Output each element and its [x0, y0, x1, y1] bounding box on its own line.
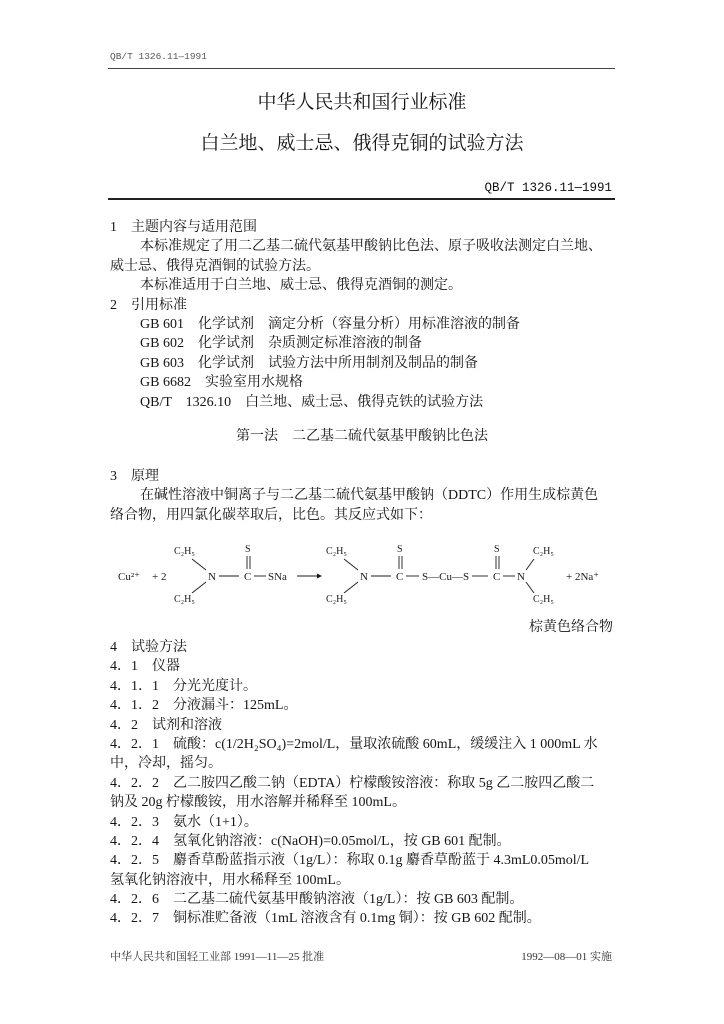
reaction-equation: [108, 538, 620, 610]
clause-line: 4．2．6 二乙基二硫代氨基甲酸钠溶液（1g/L）：按 GB 603 配制。: [110, 892, 524, 908]
clause-line: 中，冷却，摇匀。: [110, 756, 222, 772]
sodium-ion-byproduct: + 2Na⁺: [566, 571, 600, 583]
section-heading: 3 原理: [110, 469, 159, 484]
paragraph-line: 本标准适用于白兰地、威士忌、俄得克酒铜的测定。: [140, 278, 462, 294]
clause-line: 钠及 20g 柠檬酸铵，用水溶解并稀释至 100mL。: [110, 795, 406, 811]
single-bond: [192, 559, 206, 570]
running-header: QB/T 1326.11—1991: [110, 51, 207, 62]
paragraph-line: 络合物，用四氯化碳萃取后，比色。其反应式如下：: [110, 507, 432, 523]
title-rule: [108, 198, 615, 200]
sulfur-atom: S: [397, 544, 403, 555]
clause-line: 4．2．3 氨水（1+1）。: [110, 814, 258, 830]
reference-item: GB 603 化学试剂 试验方法中所用制剂及制品的制备: [140, 355, 478, 371]
single-bond: [344, 582, 358, 593]
clause-line: 4．2．4 氢氧化钠溶液：c(NaOH)=0.05mol/L，按 GB 601 配制。: [110, 833, 511, 849]
single-bond: [192, 582, 206, 593]
nitrogen-atom: N: [208, 571, 216, 583]
section-heading: 4 试验方法: [110, 640, 187, 655]
sodium-thiolate: SNa: [268, 571, 287, 583]
single-bond: [526, 559, 534, 570]
subsection-heading: 4．2 试剂和溶液: [110, 717, 222, 733]
clause-line: 4．2．7 铜标准贮备液（1mL 溶液含有 0.1mg 铜）：按 GB 602 配制。: [110, 911, 541, 927]
reference-item: GB 601 化学试剂 滴定分析（容量分析）用标准溶液的制备: [140, 316, 520, 332]
coefficient: + 2: [152, 571, 167, 583]
implementation-footer: 1992—08—01 实施: [521, 951, 612, 963]
ethyl-group: C₂H₅: [533, 594, 554, 605]
section-heading: 2 引用标准: [110, 297, 187, 313]
clause-line: 4．2．1 硫酸：c(1/2H₂SO₄)=2mol/L，量取浓硫酸 60mL，缓缓注入 1 000mL 水: [110, 736, 598, 752]
clause-line: 4．2．5 麝香草酚蓝指示液（1g/L）：称取 0.1g 麝香草酚蓝于 4.3mL0.05mol/L: [110, 853, 590, 869]
clause-line: 氢氧化钠溶液中，用水稀释至 100mL。: [110, 872, 350, 888]
copper-bridge: S—Cu—S: [422, 571, 470, 583]
ethyl-group: C₂H₅: [326, 594, 347, 605]
ethyl-group: C₂H₅: [533, 546, 554, 557]
subsection-heading: 4．1 仪器: [110, 659, 180, 675]
clause-line: 4．2．2 乙二胺四乙酸二钠（EDTA）柠檬酸铵溶液：称取 5g 乙二胺四乙酸二: [110, 775, 595, 791]
section-heading: 1 主题内容与适用范围: [110, 220, 257, 235]
clause-line: 4．1．1 分光光度计。: [110, 678, 257, 694]
document-category-title: 中华人民共和国行业标准: [257, 92, 467, 113]
carbon-atom: C: [244, 571, 252, 583]
section-test-method: [110, 638, 618, 929]
paragraph-line: 威士忌、俄得克酒铜的试验方法。: [110, 258, 320, 274]
single-bond: [526, 582, 534, 593]
reference-item: GB 6682 实验室用水规格: [140, 375, 303, 391]
ethyl-group: C₂H₅: [174, 594, 195, 605]
reference-item: GB 602 化学试剂 杂质测定标准溶液的制备: [140, 336, 422, 352]
reaction-arrowhead: [317, 574, 322, 579]
standard-number: QB/T 1326.11—1991: [484, 181, 612, 195]
nitrogen-atom: N: [517, 571, 525, 583]
ethyl-group: C₂H₅: [174, 546, 195, 557]
ethyl-group: C₂H₅: [326, 546, 347, 557]
sulfur-atom: S: [245, 544, 251, 555]
approval-footer: 中华人民共和国轻工业部 1991—11—25 批准: [110, 951, 325, 963]
method-title: 第一法 二乙基二硫代氨基甲酸钠比色法: [236, 429, 488, 444]
section-principle: [110, 467, 618, 525]
clause-line: 4．1．2 分液漏斗：125mL。: [110, 698, 298, 714]
paragraph-line: 本标准规定了用二乙基二硫代氨基甲酸钠比色法、原子吸收法测定白兰地、: [140, 239, 602, 255]
carbon-atom: C: [493, 571, 501, 583]
product-label: 棕黄色络合物: [529, 620, 613, 635]
nitrogen-atom: N: [360, 571, 368, 583]
sections-scope-references: [110, 218, 618, 412]
document-title: 白兰地、威士忌、俄得克铜的试验方法: [200, 133, 524, 154]
header-rule: [108, 68, 615, 69]
reference-item: QB/T 1326.10 白兰地、威士忌、俄得克铁的试验方法: [140, 394, 484, 410]
copper-ion: Cu²⁺: [118, 571, 140, 583]
single-bond: [344, 559, 358, 570]
carbon-atom: C: [396, 571, 404, 583]
paragraph-line: 在碱性溶液中铜离子与二乙基二硫代氨基甲酸钠（DDTC）作用生成棕黄色: [140, 488, 599, 504]
sulfur-atom: S: [494, 544, 500, 555]
